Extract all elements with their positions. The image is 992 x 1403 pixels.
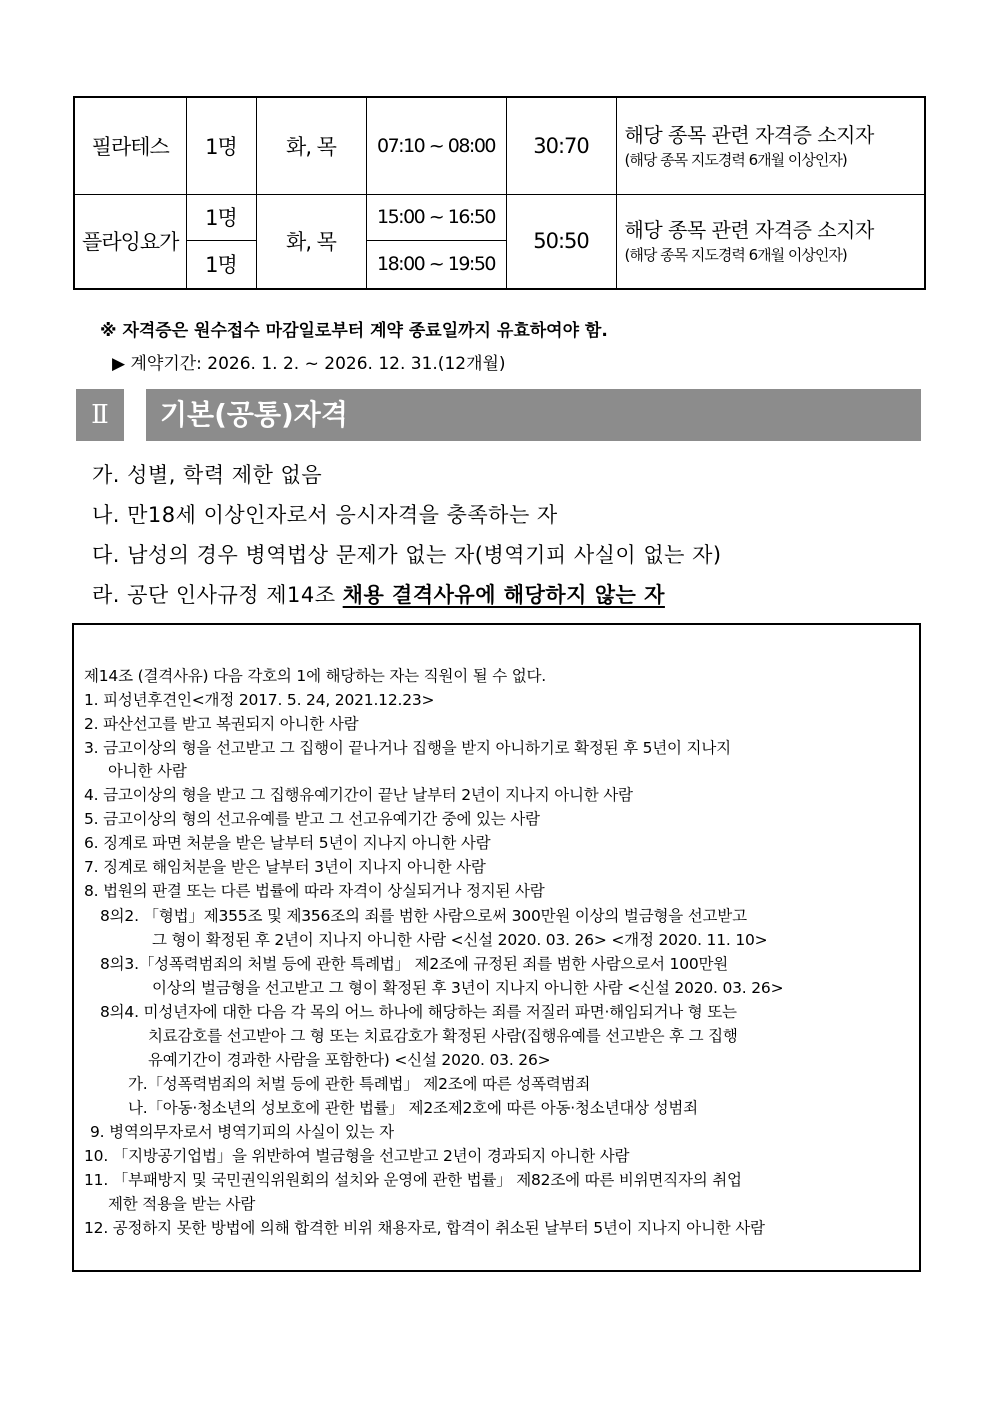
- rule-line: 12. 공정하지 못한 방법에 의해 합격한 비위 채용자로, 합격이 취소된 날부터 5년이 지나지 아니한 사람: [84, 1219, 765, 1237]
- table-row: [74, 194, 925, 240]
- schedule-table: [73, 96, 926, 290]
- subject-cell: 플라잉요가: [74, 194, 186, 289]
- rule-line: 9. 병역의무자로서 병역기피의 사실이 있는 자: [90, 1123, 394, 1141]
- rule-line: 치료감호를 선고받아 그 형 또는 치료감호가 확정된 사람(집행유예를 선고받은 후 그 집행: [148, 1027, 738, 1045]
- people-cell: 1명: [186, 194, 256, 240]
- rule-line: 가.「성폭력범죄의 처벌 등에 관한 특례법」 제2조에 따른 성폭력범죄: [128, 1075, 591, 1093]
- qualification-item: 다. 남성의 경우 병역법상 문제가 없는 자(병역기피 사실이 없는 자): [92, 543, 722, 567]
- section-title: 기본(공통)자격: [146, 389, 921, 441]
- rule-line: 7. 징계로 해임처분을 받은 날부터 3년이 지나지 아니한 사람: [84, 858, 486, 876]
- qualification-item: 가. 성별, 학력 제한 없음: [92, 463, 323, 487]
- rule-line: 유예기간이 경과한 사람을 포함한다) <신설 2020. 03. 26>: [148, 1051, 551, 1069]
- rule-line: 3. 금고이상의 형을 선고받고 그 집행이 끝나거나 집행을 받지 아니하기로 확정된 후 5년이 지나지: [84, 739, 731, 757]
- requirement-note: (해당 종목 지도경력 6개월 이상인자): [624, 150, 847, 169]
- days-cell: 화, 목: [256, 97, 366, 194]
- rule-line: 아니한 사람: [108, 762, 187, 780]
- rule-line: 5. 금고이상의 형의 선고유예를 받고 그 선고유예기간 중에 있는 사람: [84, 810, 540, 828]
- rule-line: 제14조 (결격사유) 다음 각호의 1에 해당하는 자는 직원이 될 수 없다.: [84, 667, 547, 685]
- disqualification-box: [72, 623, 921, 1272]
- qualification-item: 나. 만18세 이상인자로서 응시자격을 충족하는 자: [92, 503, 558, 527]
- days-cell: 화, 목: [256, 194, 366, 289]
- rule-line: 8의2. 「형법」제355조 및 제356조의 죄를 범한 사람으로써 300만원 이상의 벌금형을 선고받고: [100, 907, 747, 925]
- rule-line: 이상의 벌금형을 선고받고 그 형이 확정된 후 3년이 지나지 아니한 사람 <신설 2020. 03. 26>: [152, 979, 784, 997]
- requirement-text: 해당 종목 관련 자격증 소지자: [624, 218, 874, 243]
- time-cell: 07:10 ~ 08:00: [366, 97, 506, 194]
- rule-line: 2. 파산선고를 받고 복권되지 아니한 사람: [84, 715, 359, 733]
- rule-line: 나.「아동·청소년의 성보호에 관한 법률」 제2조제2호에 따른 아동·청소년대상 성범죄: [128, 1099, 698, 1117]
- rule-line: 8의3.「성폭력범죄의 처벌 등에 관한 특례법」 제2조에 규정된 죄를 범한 사람으로서 100만원: [100, 955, 729, 973]
- requirement-text: 해당 종목 관련 자격증 소지자: [624, 122, 874, 147]
- requirement-cell: [616, 194, 925, 289]
- requirement-cell: [616, 97, 925, 194]
- rule-line: 8. 법원의 판결 또는 다른 법률에 따라 자격이 상실되거나 정지된 사람: [84, 882, 545, 900]
- rule-line: 4. 금고이상의 형을 받고 그 집행유예기간이 끝난 날부터 2년이 지나지 아니한 사람: [84, 786, 633, 804]
- people-cell: 1명: [186, 240, 256, 289]
- qualification-item: [92, 579, 665, 609]
- certificate-note: ※ 자격증은 원수접수 마감일로부터 계약 종료일까지 유효하여야 함.: [100, 321, 608, 341]
- ratio-cell: 50:50: [506, 194, 616, 289]
- qualification-text: 라. 공단 인사규정 제14조: [92, 583, 343, 607]
- ratio-cell: 30:70: [506, 97, 616, 194]
- time-cell: 15:00 ~ 16:50: [366, 194, 506, 240]
- qualification-emphasis: 채용 결격사유에 해당하지 않는 자: [342, 583, 665, 607]
- contract-period: ▶ 계약기간: 2026. 1. 2. ~ 2026. 12. 31.(12개월): [112, 354, 506, 374]
- time-cell: 18:00 ~ 19:50: [366, 240, 506, 289]
- rule-line: 6. 징계로 파면 처분을 받은 날부터 5년이 지나지 아니한 사람: [84, 834, 491, 852]
- rule-line: 1. 피성년후견인<개정 2017. 5. 24, 2021.12.23>: [84, 691, 435, 709]
- section-number: Ⅱ: [76, 389, 124, 441]
- table-row: [74, 97, 925, 194]
- people-cell: 1명: [186, 97, 256, 194]
- rule-line: 10. 「지방공기업법」을 위반하여 벌금형을 선고받고 2년이 경과되지 아니한 사람: [84, 1147, 630, 1165]
- rule-line: 제한 적용을 받는 사람: [108, 1195, 256, 1213]
- rule-line: 11. 「부패방지 및 국민권익위원회의 설치와 운영에 관한 법률」 제82조에 따른 비위면직자의 취업: [84, 1171, 742, 1189]
- rule-line: 그 형이 확정된 후 2년이 지나지 아니한 사람 <신설 2020. 03. 26> <개정 2020. 11. 10>: [152, 931, 768, 949]
- subject-cell: 필라테스: [74, 97, 186, 194]
- rule-line: 8의4. 미성년자에 대한 다음 각 목의 어느 하나에 해당하는 죄를 저질러 파면·해임되거나 형 또는: [100, 1003, 737, 1021]
- requirement-note: (해당 종목 지도경력 6개월 이상인자): [624, 246, 847, 265]
